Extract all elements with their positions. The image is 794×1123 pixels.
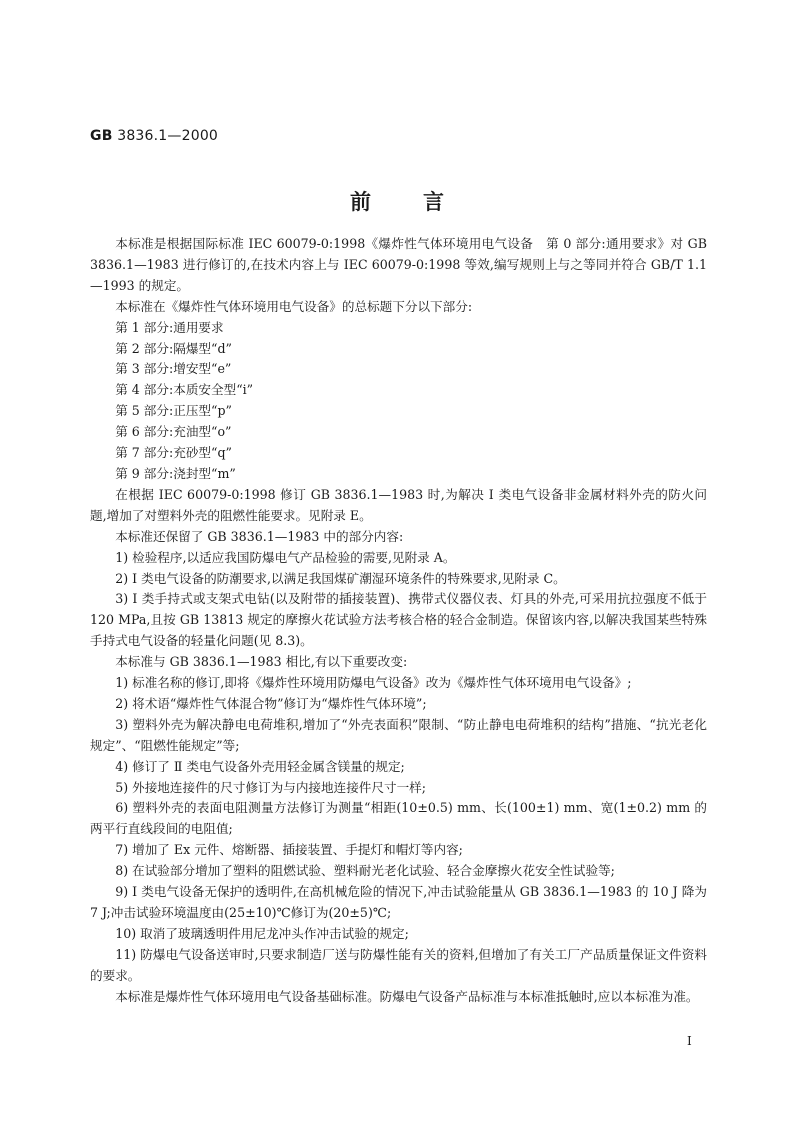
list-item: 10) 取消了玻璃透明件用尼龙冲头作冲击试验的规定; [115,925,409,941]
page-title: 前言 [350,189,496,214]
list-item: 11) 防爆电气设备送审时,只要求制造厂送与防爆性能有关的资料,但增加了有关工厂产品质量保证文件资料的要求。 [90,946,707,983]
foreword-body [90,234,707,1008]
paragraph: 在根据 IEC 60079-0:1998 修订 GB 3836.1—1983 时,为解决 Ⅰ 类电气设备非金属材料外壳的防火问题,增加了对塑料外壳的阻燃性能要求。见附录 E。 [90,486,707,523]
list-item: 2) Ⅰ 类电气设备的防潮要求,以满足我国煤矿潮湿环境条件的特殊要求,见附录 C。 [115,570,566,586]
paragraph: 本标准是根据国际标准 IEC 60079-0:1998《爆炸性气体环境用电气设备 第 0 部分:通用要求》对 GB 3836.1—1983 进行修订的,在技术内容上与 IEC 60079-0:1998 等效,编写规则上与之等同并符合 GB/T 1.1—1993 的规定。 [90,236,707,293]
list-item: 第 2 部分:隔爆型“d” [115,340,232,356]
paragraph: 本标准是爆炸性气体环境用电气设备基础标准。防爆电气设备产品标准与本标准抵触时,应以本标准为准。 [115,988,699,1004]
standard-code [90,128,218,144]
list-item: 1) 标准名称的修订,即将《爆炸性环境用防爆电气设备》改为《爆炸性气体环境用电气设备》; [115,675,632,691]
paragraph: 本标准还保留了 GB 3836.1—1983 中的部分内容: [115,528,404,544]
list-item: 2) 将术语“爆炸性气体混合物”修订为“爆炸性气体环境”; [115,695,427,711]
list-item: 7) 增加了 Ex 元件、熔断器、插接装置、手提灯和帽灯等内容; [115,842,463,858]
list-item: 第 4 部分:本质安全型“i” [115,382,254,398]
paragraph: 本标准与 GB 3836.1—1983 相比,有以下重要改变: [115,654,408,670]
page-number: Ⅰ [687,1034,692,1048]
list-item: 8) 在试验部分增加了塑料的阻燃试验、塑料耐光老化试验、轻合金摩擦火花安全性试验等; [115,863,615,879]
list-item: 第 9 部分:浇封型“m” [115,465,236,481]
list-item: 第 3 部分:增安型“e” [115,361,232,377]
list-item: 3) Ⅰ 类手持式或支架式电钻(以及附带的插接装置)、携带式仪器仪表、灯具的外壳,可采用抗拉强度不低于 120 MPa,且按 GB 13813 规定的摩擦火花试验方法考核合格的轻合金制造。保留该内容,以解决我国某些特殊手持式电气设备的轻量化问题(见 8.3)。 [90,591,707,649]
paragraph: 本标准在《爆炸性气体环境用电气设备》的总标题下分以下部分: [115,298,473,314]
list-item: 5) 外接地连接件的尺寸修订为与内接地连接件尺寸一样; [115,779,427,795]
list-item: 第 1 部分:通用要求 [115,319,224,335]
list-item: 第 7 部分:充砂型“q” [115,445,232,461]
list-item: 1) 检验程序,以适应我国防爆电气产品检验的需要,见附录 A。 [115,549,456,565]
list-item: 6) 塑料外壳的表面电阻测量方法修订为测量“相距(10±0.5) mm、长(100±1) mm、宽(1±0.2) mm 的两平行直线段间的电阻值; [90,800,707,837]
standard-number: 3836.1—2000 [112,128,219,144]
list-item: 第 5 部分:正压型“p” [115,403,232,419]
list-item: 3) 塑料外壳为解决静电电荷堆积,增加了“外壳表面积”限制、“防止静电电荷堆积的结构”措施、“抗光老化规定”、“阻燃性能规定”等; [90,716,707,753]
list-item: 第 6 部分:充油型“o” [115,424,232,440]
list-item: 9) Ⅰ 类电气设备无保护的透明件,在高机械危险的情况下,冲击试验能量从 GB 3836.1—1983 的 10 J 降为 7 J;冲击试验环境温度由(25±10)℃修订为(20±5)℃; [90,884,707,920]
list-item: 4) 修订了 Ⅱ 类电气设备外壳用轻金属含镁量的规定; [115,758,405,774]
standard-prefix: GB [90,128,113,144]
